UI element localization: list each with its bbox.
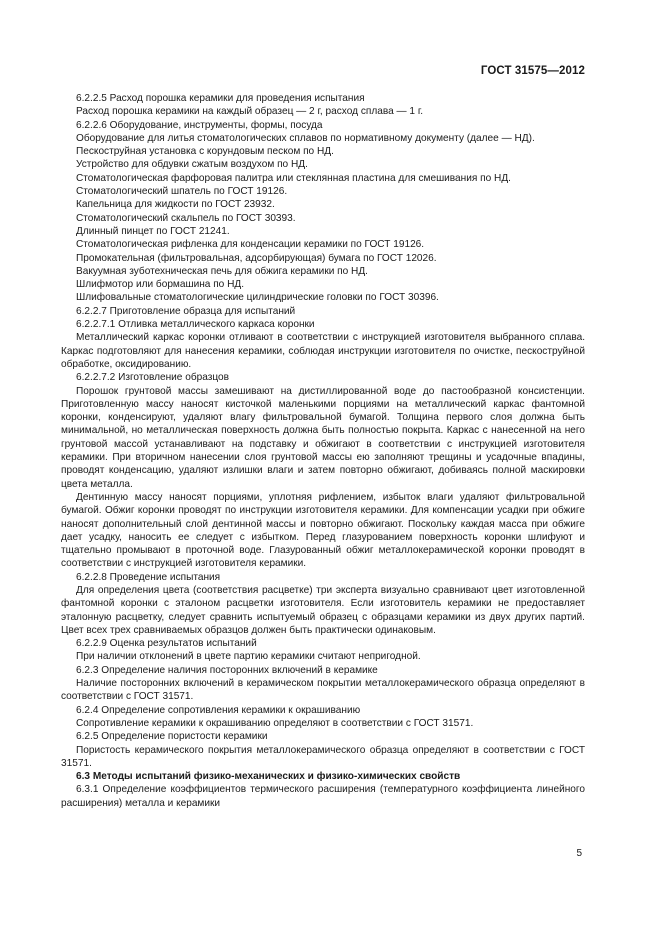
paragraph: Стоматологический скальпель по ГОСТ 30393. (76, 212, 296, 224)
paragraph: Для определения цвета (соответствия расцветке) три эксперта визуально сравнивают цвет изготовленной фантомной коронки с эталоном расцветки изготовителя. Если изготовитель керамики не предоставляет эталонную расцветку, следует сравнить испытуемый образец с образцами керамики из двух других партий. Цвет всех трех сравниваемых образцов должен быть практически одинаковым. (61, 584, 585, 636)
paragraph: Металлический каркас коронки отливают в соответствии с инструкцией изготовителя выбранного сплава. Каркас подготовляют для нанесения керамики, соблюдая инструкции изготовителя по очистке, пескоструйной обработке, оксидированию. (61, 332, 585, 370)
paragraph: Дентинную массу наносят порциями, уплотняя рифлением, избыток влаги удаляют фильтровальной бумагой. Обжиг коронки проводят по инструкции изготовителя керамики. Для компенсации усадки при обжиге наносят дополнительный слой дентинной массы и повторно обжигают. Поскольку каждая масса при обжиге дает усадку, наносить ее следует с избытком. Перед глазурованием поверхность коронки шлифуют и тщательно промывают в проточной воде. Глазурованный обжиг металлокерамической коронки проводят в соответствии с инструкцией изготовителя керамики. (61, 491, 585, 570)
paragraph: 6.2.2.9 Оценка результатов испытаний (76, 638, 257, 650)
page-number: 5 (576, 848, 582, 859)
paragraph: Промокательная (фильтровальная, адсорбирующая) бумага по ГОСТ 12026. (76, 252, 437, 264)
paragraph: Стоматологическая фарфоровая палитра или стеклянная пластина для смешивания по НД. (76, 172, 511, 184)
paragraph: 6.2.2.7 Приготовление образца для испытаний (76, 305, 296, 317)
paragraph: Расход порошка керамики на каждый образец — 2 г, расход сплава — 1 г. (76, 106, 424, 118)
paragraph: Оборудование для литья стоматологических сплавов по нормативному документу (далее — НД). (76, 132, 535, 144)
paragraph: Капельница для жидкости по ГОСТ 23932. (76, 199, 275, 211)
paragraph: Стоматологический шпатель по ГОСТ 19126. (76, 186, 288, 198)
paragraph: 6.3.1 Определение коэффициентов термического расширения (температурного коэффициента линейного расширения) металла и керамики (61, 784, 585, 809)
paragraph: 6.2.2.8 Проведение испытания (76, 571, 221, 583)
paragraph: 6.2.2.6 Оборудование, инструменты, формы, посуда (76, 119, 323, 131)
paragraph: 6.2.5 Определение пористости керамики (76, 731, 268, 743)
paragraph: При наличии отклонений в цвете партию керамики считают непригодной. (76, 651, 421, 663)
paragraph: Сопротивление керамики к окрашиванию определяют в соответствии с ГОСТ 31571. (76, 717, 474, 729)
paragraph: Стоматологическая рифленка для конденсации керамики по ГОСТ 19126. (76, 239, 425, 251)
paragraph: 6.2.2.5 Расход порошка керамики для проведения испытания (76, 93, 365, 104)
paragraph: Длинный пинцет по ГОСТ 21241. (76, 225, 230, 237)
paragraph: Устройство для обдувки сжатым воздухом по НД. (76, 159, 308, 171)
paragraph: 6.2.2.7.1 Отливка металлического каркаса коронки (76, 319, 315, 331)
document-body (61, 92, 585, 810)
paragraph: 6.2.3 Определение наличия посторонних включений в керамике (76, 664, 378, 676)
paragraph: Шлифмотор или бормашина по НД. (76, 279, 245, 291)
paragraph: Порошок грунтовой массы замешивают на дистиллированной воде до пастообразной консистенции. Приготовленную массу наносят кисточкой маленькими порциями на металлический каркас фантомной коронки, конденсируют, удаляют влагу фильтровальной бумагой. Толщина первого слоя должна быть минимальной, но металлическая поверхность должна быть полностью покрыта. Каркас с нанесенной на него грунтовой массой устанавливают на подставку и обжигают в соответствии с инструкцией изготовителя керамики. При вторичном нанесении слоя грунтовой массы ею заполняют трещины и усадочные впадины, проводят конденсацию, удаляют излишки влаги и затем повторно обжигают, добиваясь полной маскировки цвета металла. (61, 385, 585, 490)
document-header: ГОСТ 31575—2012 (480, 65, 585, 77)
paragraph: Пескоструйная установка с корундовым песком по НД. (76, 146, 334, 158)
paragraph: 6.2.2.7.2 Изготовление образцов (76, 372, 229, 384)
paragraph: Пористость керамического покрытия металлокерамического образца определяют в соответствии с ГОСТ 31571. (61, 744, 585, 769)
paragraph: Шлифовальные стоматологические цилиндрические головки по ГОСТ 30396. (76, 292, 439, 304)
paragraph: Вакуумная зуботехническая печь для обжига керамики по НД. (76, 265, 368, 277)
paragraph: Наличие посторонних включений в керамическом покрытии металлокерамического образца определяют в соответствии с ГОСТ 31571. (61, 678, 585, 703)
paragraph: 6.2.4 Определение сопротивления керамики к окрашиванию (76, 704, 361, 716)
section-heading: 6.3 Методы испытаний физико-механических и физико-химических свойств (76, 771, 461, 783)
